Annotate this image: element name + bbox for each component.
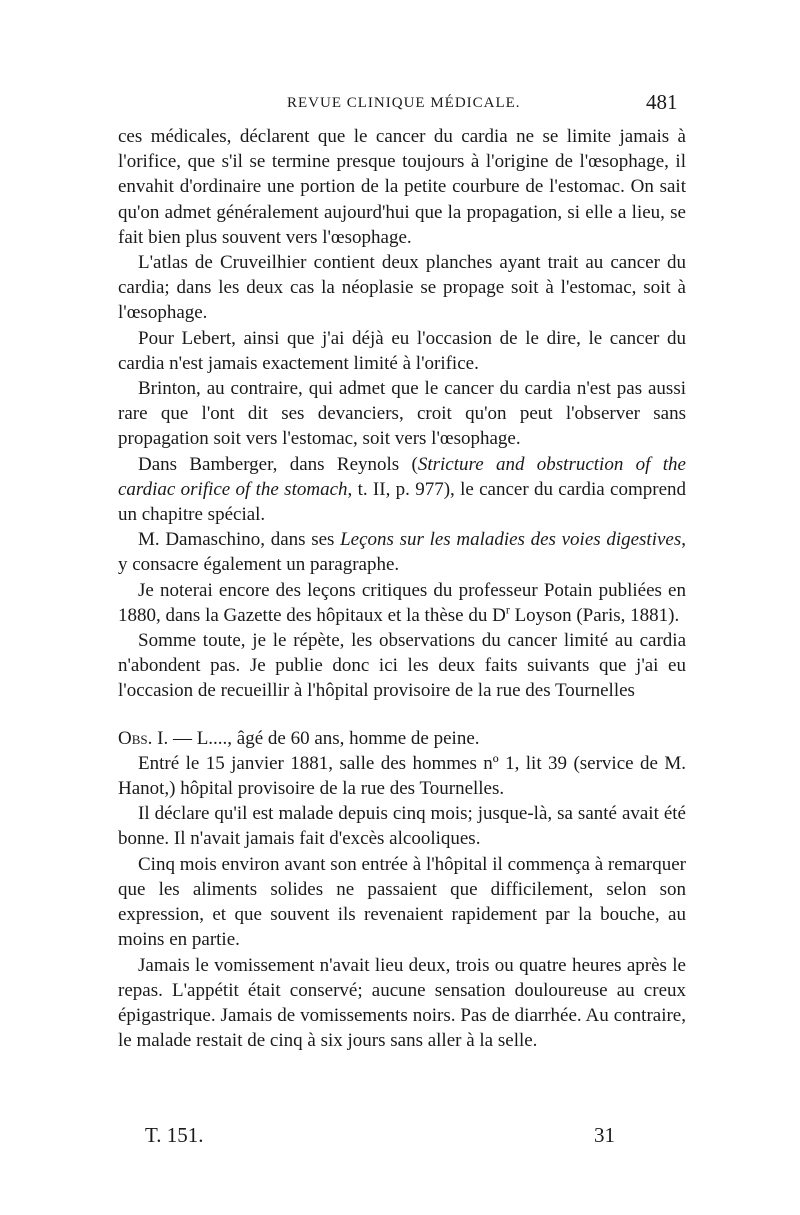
paragraph-11: Il déclare qu'il est malade depuis cinq mois; jusque-là, sa santé avait été bonne. Il n'avait jamais fait d'excès alcooliques. <box>118 803 686 850</box>
observation-label: Obs. I. <box>118 727 169 749</box>
body-text <box>118 124 686 1053</box>
paragraph-6 <box>118 527 686 577</box>
section-gap <box>118 704 686 726</box>
paragraph-5-title: Stricture and obstruction of the cardiac orifice of the stomach <box>118 453 686 500</box>
paragraph-7-text-a: Je noterai encore des leçons critiques du professeur Potain publiées en 1880, dans la Gazette des hôpitaux et la thèse du D <box>118 579 686 626</box>
paragraph-2: L'atlas de Cruveilhier contient deux planches ayant trait au cancer du cardia; dans les deux cas la néoplasie se propage soit à l'estomac, soit à l'œsophage. <box>118 252 686 324</box>
footer-volume: T. 151. <box>145 1123 204 1147</box>
paragraph-6-text-a: M. Damaschino, dans ses <box>138 529 341 551</box>
observation-heading <box>118 726 686 751</box>
paragraph-5-text-b: , t. II, p. 977), le cancer du cardia comprend un chapitre spécial. <box>118 478 686 526</box>
paragraph-8: Somme toute, je le répète, les observations du cancer limité au cardia n'abondent pas. Je publie donc ici les deux faits suivants que j'ai eu l'occasion de recueillir à l'hôpital provisoire de la rue des Tournelles <box>118 630 686 702</box>
paragraph-3: Pour Lebert, ainsi que j'ai déjà eu l'occasion de le dire, le cancer du cardia n'est jamais exactement limité à l'orifice. <box>118 327 686 374</box>
running-header: REVUE CLINIQUE MÉDICALE. <box>287 95 521 111</box>
paragraph-7-superscript: r <box>505 602 510 617</box>
page-number: 481 <box>646 90 678 114</box>
paragraph-5 <box>118 452 686 528</box>
paragraph-7 <box>118 578 686 628</box>
paragraph-4: Brinton, au contraire, qui admet que le cancer du cardia n'est pas aussi rare que l'ont dit ses devanciers, croit qu'on peut l'observer sans propagation soit vers l'estomac, soit vers l'œsophage. <box>118 378 686 450</box>
paragraph-7-text-b: Loyson (Paris, 1881). <box>509 604 680 626</box>
footer-signature: 31 <box>594 1123 615 1147</box>
paragraph-13: Jamais le vomissement n'avait lieu deux, trois ou quatre heures après le repas. L'appétit était conservé; aucune sensation douloureuse au creux épigastrique. Jamais de vomissements noirs. Pas de diarrhée. Au contraire, le malade restait de cinq à six jours sans aller à la selle. <box>118 954 686 1052</box>
paragraph-6-title: Leçons sur les maladies des voies digestives <box>340 529 682 551</box>
paragraph-6-text-b: , y consacre également un paragraphe. <box>118 529 686 576</box>
paragraph-5-text-a: Dans Bamberger, dans Reynols ( <box>138 453 418 475</box>
paragraph-12: Cinq mois environ avant son entrée à l'hôpital il commença à remarquer que les aliments solides ne passaient que difficilement, selon son expression, et que souvent ils revenaient rapidement par la bouche, au moins en partie. <box>118 853 686 951</box>
observation-heading-text: — L...., âgé de 60 ans, homme de peine. <box>168 727 480 749</box>
paragraph-10: Entré le 15 janvier 1881, salle des hommes nº 1, lit 39 (service de M. Hanot,) hôpital provisoire de la rue des Tournelles. <box>118 752 686 800</box>
paragraph-1: ces médicales, déclarent que le cancer du cardia ne se limite jamais à l'orifice, que s'il se termine presque toujours à l'origine de l'œsophage, il envahit d'ordinaire une portion de la petite courbure de l'estomac. On sait qu'on admet généralement aujourd'hui que la propagation, si elle a lieu, se fait bien plus souvent vers l'œsophage. <box>118 126 686 248</box>
